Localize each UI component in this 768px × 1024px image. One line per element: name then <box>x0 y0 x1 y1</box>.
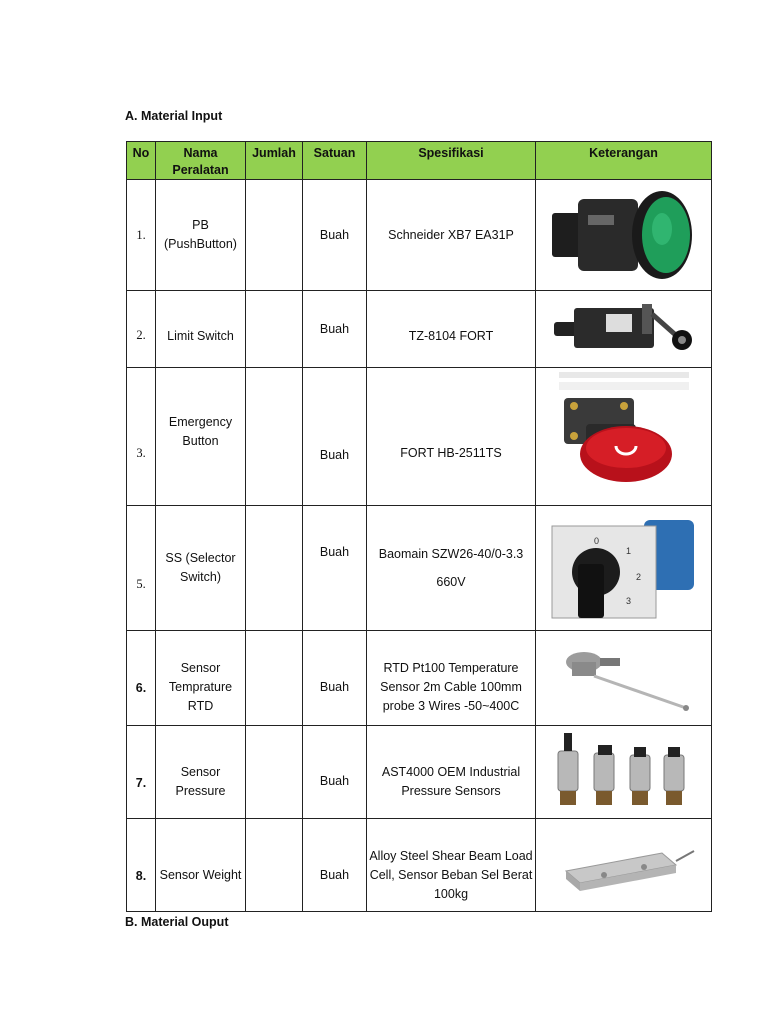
spec-line-1: Baomain SZW26-40/0-3.3 <box>378 546 524 561</box>
table-row <box>127 819 712 912</box>
svg-text:2: 2 <box>635 572 641 582</box>
row-nama: Limit Switch <box>156 291 246 368</box>
row-spesifikasi: FORT HB-2511TS <box>367 368 536 506</box>
svg-text:0: 0 <box>593 536 599 546</box>
row-keterangan <box>536 726 712 819</box>
row-nama: Sensor Pressure <box>156 726 246 819</box>
load-cell-image <box>544 825 704 905</box>
selector-switch-image <box>544 512 704 624</box>
green-pushbutton-image <box>544 185 704 285</box>
table-row <box>127 726 712 819</box>
row-jumlah <box>246 291 303 368</box>
row-keterangan <box>536 368 712 506</box>
row-spesifikasi: Schneider XB7 EA31P <box>367 180 536 291</box>
row-nama: Sensor Weight <box>156 819 246 912</box>
table-header-row <box>127 142 712 180</box>
row-satuan: Buah <box>303 631 367 726</box>
row-jumlah <box>246 506 303 631</box>
row-number: 6. <box>127 631 156 726</box>
row-satuan: Buah <box>303 819 367 912</box>
pressure-sensors-image <box>544 729 704 815</box>
material-input-table <box>126 141 712 912</box>
row-number: 5. <box>127 506 156 631</box>
row-satuan: Buah <box>303 368 367 506</box>
emergency-button-image <box>544 368 704 493</box>
header-no: No <box>127 142 156 180</box>
row-nama: Sensor Temprature RTD <box>156 631 246 726</box>
row-nama: SS (Selector Switch) <box>156 506 246 631</box>
row-spesifikasi <box>367 506 536 631</box>
row-number: 7. <box>127 726 156 819</box>
row-jumlah <box>246 819 303 912</box>
row-keterangan <box>536 506 712 631</box>
section-a-heading: A. Material Input <box>125 109 223 123</box>
table-row <box>127 180 712 291</box>
limit-switch-image <box>544 294 704 364</box>
row-spesifikasi: Alloy Steel Shear Beam Load Cell, Sensor Beban Sel Berat 100kg <box>367 819 536 912</box>
row-number: 2. <box>127 291 156 368</box>
row-keterangan <box>536 819 712 912</box>
row-keterangan <box>536 180 712 291</box>
section-b-heading: B. Material Ouput <box>125 915 229 929</box>
row-keterangan <box>536 631 712 726</box>
row-satuan: Buah <box>303 291 367 368</box>
header-nama: Nama Peralatan <box>156 142 246 180</box>
header-jumlah: Jumlah <box>246 142 303 180</box>
header-keterangan: Keterangan <box>536 142 712 180</box>
row-satuan: Buah <box>303 726 367 819</box>
row-spesifikasi: TZ-8104 FORT <box>367 291 536 368</box>
row-satuan: Buah <box>303 180 367 291</box>
rtd-sensor-image <box>544 638 704 718</box>
row-number: 3. <box>127 368 156 506</box>
row-nama: Emergency Button <box>156 368 246 506</box>
table-row <box>127 291 712 368</box>
row-spesifikasi: AST4000 OEM Industrial Pressure Sensors <box>367 726 536 819</box>
row-keterangan <box>536 291 712 368</box>
row-number: 8. <box>127 819 156 912</box>
spec-line-2: 660V <box>436 574 466 589</box>
row-jumlah <box>246 368 303 506</box>
row-satuan: Buah <box>303 506 367 631</box>
svg-text:3: 3 <box>625 596 631 606</box>
row-nama: PB (PushButton) <box>156 180 246 291</box>
svg-text:1: 1 <box>625 546 631 556</box>
row-spesifikasi: RTD Pt100 Temperature Sensor 2m Cable 100mm probe 3 Wires -50~400C <box>367 631 536 726</box>
header-satuan: Satuan <box>303 142 367 180</box>
row-jumlah <box>246 631 303 726</box>
row-number: 1. <box>127 180 156 291</box>
table-row <box>127 506 712 631</box>
table-row <box>127 368 712 506</box>
table-row <box>127 631 712 726</box>
header-spesifikasi: Spesifikasi <box>367 142 536 180</box>
row-jumlah <box>246 180 303 291</box>
row-jumlah <box>246 726 303 819</box>
